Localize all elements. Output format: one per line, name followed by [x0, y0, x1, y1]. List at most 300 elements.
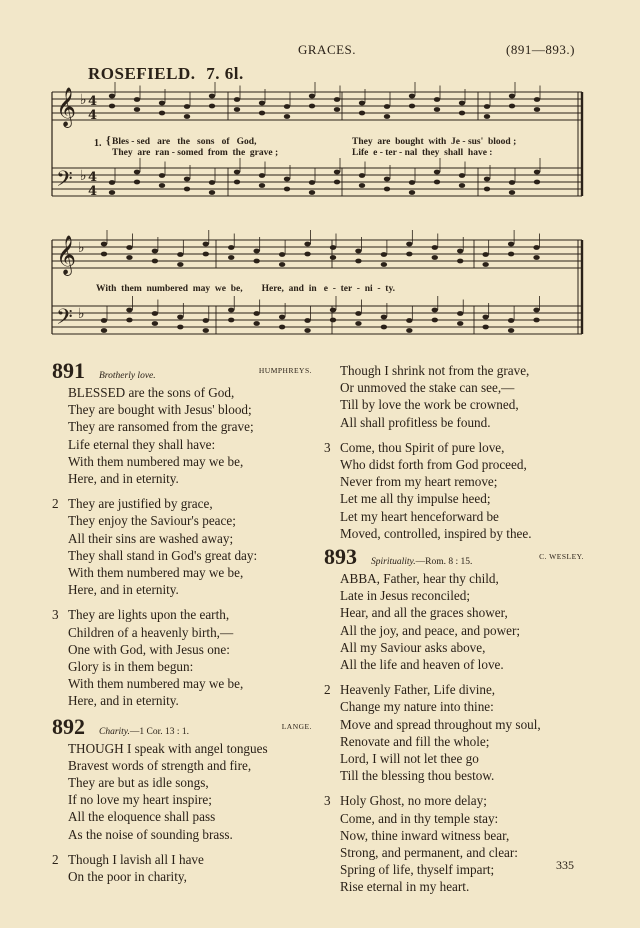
note-head — [334, 107, 340, 112]
hymn-reference: —1 Cor. 13 : 1. — [129, 726, 190, 737]
verse-line — [52, 436, 318, 453]
note-head — [457, 259, 463, 264]
verse-text: Children of a heavenly birth,— — [68, 624, 234, 640]
verse-text: Never from my heart remove; — [340, 474, 498, 490]
verse-line — [324, 508, 590, 525]
verse-text: All the life and heaven of love. — [340, 657, 504, 673]
left-column — [52, 358, 318, 885]
note-head — [126, 308, 132, 313]
note-head — [159, 173, 165, 178]
note-head — [209, 94, 215, 99]
note-head — [509, 94, 515, 99]
verse-text: They are lights upon the earth, — [68, 607, 230, 623]
note-head — [434, 97, 440, 102]
note-head — [534, 180, 540, 185]
note-head — [432, 245, 438, 250]
note-head — [284, 104, 290, 109]
stanza-number: 2 — [52, 851, 59, 867]
note-head — [209, 190, 215, 195]
verse-text: THOUGH I speak with angel tongues — [68, 740, 268, 756]
note-head — [101, 242, 107, 247]
note-head — [359, 183, 365, 188]
brace: { — [106, 133, 111, 147]
stanza — [52, 740, 318, 843]
verse-text: Move and spread throughout my soul, — [340, 716, 541, 732]
verse-text: Here, and in eternity. — [68, 471, 179, 487]
hymn-range: (891—893.) — [506, 42, 575, 57]
time-signature: 4 — [88, 94, 98, 109]
verse-line — [52, 757, 318, 774]
note-head — [234, 180, 240, 185]
note-head — [334, 170, 340, 175]
verse-line — [52, 658, 318, 675]
verse-line — [324, 750, 590, 767]
note-head — [309, 190, 315, 195]
verse-text: Let me all thy impulse heed; — [340, 491, 491, 507]
note-head — [134, 107, 140, 112]
verse-line — [52, 606, 318, 623]
flat-icon: ♭ — [78, 240, 85, 256]
note-head — [409, 180, 415, 185]
note-head — [533, 245, 539, 250]
verse-text: They shall stand in God's great day: — [68, 547, 258, 563]
note-head — [409, 94, 415, 99]
time-signature: 4 — [88, 184, 98, 199]
note-head — [126, 255, 132, 260]
verse-text: Lord, I will not let thee go — [340, 751, 479, 767]
note-head — [457, 311, 463, 316]
note-head — [457, 321, 463, 326]
verse-text: One with God, with Jesus one: — [68, 641, 230, 657]
note-head — [384, 187, 390, 192]
verse-line — [52, 675, 318, 692]
note-head — [384, 114, 390, 119]
verse-text: Though I lavish all I have — [68, 851, 204, 867]
note-head — [109, 94, 115, 99]
note-head — [533, 318, 539, 323]
note-head — [384, 104, 390, 109]
note-head — [508, 328, 514, 333]
note-head — [253, 311, 259, 316]
note-head — [355, 311, 361, 316]
note-head — [509, 180, 515, 185]
verse-line — [52, 868, 318, 885]
stanza — [324, 570, 590, 673]
note-head — [508, 252, 514, 257]
verse-text: They enjoy the Saviour's peace; — [68, 513, 236, 529]
verse-text: They are ransomed from the grave; — [68, 419, 254, 435]
note-head — [152, 321, 158, 326]
note-head — [259, 183, 265, 188]
note-head — [355, 249, 361, 254]
hymn-number: 893 — [324, 544, 357, 570]
verse-line — [52, 624, 318, 641]
note-head — [234, 107, 240, 112]
note-head — [482, 252, 488, 257]
note-head — [203, 242, 209, 247]
lyric-line-2a: They are bought with Je - sus' blood ; — [352, 137, 517, 147]
stanza-gap — [324, 784, 590, 792]
note-head — [126, 245, 132, 250]
treble-clef-icon: 𝄞 — [56, 235, 77, 275]
note-head — [228, 245, 234, 250]
verse-line — [324, 681, 590, 698]
note-head — [459, 111, 465, 116]
stanza-gap — [52, 487, 318, 495]
note-head — [384, 177, 390, 182]
verse-line — [324, 844, 590, 861]
lyric-line-2b: Life e - ter - nal they shall have : — [352, 148, 493, 158]
verse-text: Heavenly Father, Life divine, — [340, 682, 496, 698]
note-head — [109, 104, 115, 109]
hymn-header — [324, 544, 590, 570]
note-head — [228, 318, 234, 323]
verse-text: They are bought with Jesus' blood; — [68, 402, 252, 418]
note-head — [355, 321, 361, 326]
hymn-reference: —Rom. 8 : 15. — [415, 557, 473, 568]
verse-text: Renovate and fill the whole; — [340, 733, 490, 749]
note-head — [406, 242, 412, 247]
note-head — [184, 104, 190, 109]
hymn-header — [52, 358, 318, 384]
lyric-line-1b: They are ran - somed from the grave ; — [112, 148, 279, 158]
verse-line — [324, 810, 590, 827]
hymn-number: 892 — [52, 713, 85, 739]
note-head — [434, 107, 440, 112]
verse-text: Here, and in eternity. — [68, 693, 179, 709]
lyric-line-1a: Bles - sed are the sons of God, — [112, 137, 257, 147]
note-head — [134, 170, 140, 175]
verse-text: Glory is in them begun: — [68, 659, 194, 675]
note-head — [228, 308, 234, 313]
verse-line — [324, 792, 590, 809]
note-head — [381, 325, 387, 330]
verse-line — [324, 396, 590, 413]
note-head — [484, 114, 490, 119]
stanza — [324, 792, 590, 895]
tune-name-text: ROSEFIELD. — [88, 64, 196, 83]
verse-text: Come, thou Spirit of pure love, — [340, 439, 505, 455]
verse-text: All the eloquence shall pass — [68, 809, 216, 825]
note-head — [109, 190, 115, 195]
note-head — [228, 255, 234, 260]
verse-line — [324, 656, 590, 673]
note-head — [534, 97, 540, 102]
verse-text: Spring of life, thyself impart; — [340, 862, 495, 878]
note-head — [177, 252, 183, 257]
hymn-subtitle: Brotherly love. — [99, 371, 156, 381]
note-head — [406, 252, 412, 257]
note-head — [309, 104, 315, 109]
verse-text: Late in Jesus reconciled; — [340, 588, 470, 604]
stanza — [52, 851, 318, 885]
note-head — [459, 173, 465, 178]
verse-line — [324, 698, 590, 715]
note-head — [359, 111, 365, 116]
verse-line — [52, 401, 318, 418]
verse-line — [52, 808, 318, 825]
verse-line — [52, 774, 318, 791]
note-head — [432, 255, 438, 260]
note-head — [381, 252, 387, 257]
stanza-number: 3 — [324, 439, 331, 455]
stanza — [52, 495, 318, 598]
note-head — [253, 259, 259, 264]
note-head — [309, 94, 315, 99]
verse-text: If no love my heart inspire; — [68, 792, 212, 808]
verse-text: They are but as idle songs, — [68, 775, 209, 791]
stanza — [52, 606, 318, 709]
verse-text: On the poor in charity, — [68, 869, 187, 885]
verse-text: Hear, and all the graces shower, — [340, 605, 508, 621]
note-head — [101, 318, 107, 323]
note-head — [482, 325, 488, 330]
note-head — [101, 328, 107, 333]
note-head — [126, 318, 132, 323]
note-head — [304, 318, 310, 323]
bass-clef-icon: 𝄢 — [56, 167, 73, 197]
note-head — [279, 325, 285, 330]
verse-line — [324, 456, 590, 473]
note-head — [159, 101, 165, 106]
note-head — [177, 315, 183, 320]
verse-text: All my Saviour asks above, — [340, 639, 486, 655]
note-head — [259, 173, 265, 178]
verse-line — [324, 733, 590, 750]
note-head — [253, 249, 259, 254]
stanza-gap — [324, 673, 590, 681]
verse-line — [52, 641, 318, 658]
note-head — [509, 104, 515, 109]
note-head — [381, 262, 387, 267]
verse-line — [52, 495, 318, 512]
stanza-number: 3 — [52, 607, 59, 623]
stanza-number: 2 — [52, 496, 59, 512]
verse-text: Till by love the work be crowned, — [340, 397, 519, 413]
treble-clef-icon: 𝄞 — [56, 87, 77, 127]
note-head — [330, 245, 336, 250]
note-head — [184, 177, 190, 182]
verse-line — [324, 639, 590, 656]
note-head — [152, 311, 158, 316]
verse-text: ABBA, Father, hear thy child, — [340, 571, 499, 587]
note-head — [309, 180, 315, 185]
note-head — [534, 170, 540, 175]
note-head — [406, 328, 412, 333]
verse-number: 1. — [94, 138, 102, 149]
stanza — [324, 681, 590, 784]
verse-text: They are justified by grace, — [68, 496, 213, 512]
verse-line — [52, 826, 318, 843]
verse-text: As the noise of sounding brass. — [68, 826, 233, 842]
note-head — [509, 190, 515, 195]
right-column — [324, 362, 590, 896]
note-head — [330, 308, 336, 313]
stanza-gap — [52, 710, 318, 718]
verse-line — [52, 581, 318, 598]
note-head — [482, 262, 488, 267]
note-head — [279, 262, 285, 267]
note-head — [279, 252, 285, 257]
note-head — [409, 190, 415, 195]
hymn-composer: C. WESLEY. — [539, 552, 584, 562]
verse-text: Let my heart henceforward be — [340, 508, 499, 524]
verse-text: Bravest words of strength and fire, — [68, 757, 252, 773]
hymn-composer: LANGE. — [281, 721, 312, 731]
note-head — [534, 107, 540, 112]
bass-clef-icon: 𝄢 — [56, 305, 73, 335]
note-head — [203, 252, 209, 257]
hymn-subtitle: Charity. — [99, 726, 130, 737]
flat-icon: ♭ — [80, 168, 87, 184]
note-head — [484, 104, 490, 109]
verse-line — [324, 379, 590, 396]
note-head — [533, 308, 539, 313]
verse-text: Till the blessing thou bestow. — [340, 768, 495, 784]
note-head — [134, 97, 140, 102]
verse-line — [324, 716, 590, 733]
flat-icon: ♭ — [80, 92, 87, 108]
verse-line — [324, 827, 590, 844]
stanza-number: 3 — [324, 793, 331, 809]
verse-text: With them numbered may we be, — [68, 676, 244, 692]
note-head — [381, 315, 387, 320]
stanza-number: 2 — [324, 682, 331, 698]
note-head — [359, 173, 365, 178]
verse-line — [324, 587, 590, 604]
note-head — [203, 318, 209, 323]
note-head — [508, 242, 514, 247]
note-head — [434, 180, 440, 185]
note-head — [159, 111, 165, 116]
note-head — [334, 97, 340, 102]
verse-line — [324, 490, 590, 507]
verse-line — [324, 604, 590, 621]
stanza — [324, 439, 590, 542]
verse-line — [324, 439, 590, 456]
note-head — [209, 180, 215, 185]
note-head — [184, 187, 190, 192]
note-head — [177, 325, 183, 330]
verse-text: Come, and in thy temple stay: — [340, 810, 499, 826]
note-head — [279, 315, 285, 320]
time-signature: 4 — [88, 170, 98, 185]
note-head — [304, 252, 310, 257]
verse-line — [324, 861, 590, 878]
note-head — [304, 242, 310, 247]
note-head — [359, 101, 365, 106]
note-head — [259, 111, 265, 116]
verse-line — [52, 740, 318, 757]
verse-text: With them numbered may we be, — [68, 565, 244, 581]
note-head — [508, 318, 514, 323]
hymn-composer: HUMPHREYS. — [258, 366, 312, 375]
verse-text: Though I shrink not from the grave, — [340, 363, 530, 378]
note-head — [355, 259, 361, 264]
note-head — [253, 321, 259, 326]
verse-text: Moved, controlled, inspired by thee. — [340, 525, 532, 541]
verse-text: Now, thine inward witness bear, — [340, 827, 510, 843]
running-title: GRACES. — [298, 42, 357, 57]
note-head — [159, 183, 165, 188]
note-head — [459, 183, 465, 188]
note-head — [482, 315, 488, 320]
verse-line — [324, 878, 590, 895]
verse-line — [324, 414, 590, 431]
note-head — [432, 318, 438, 323]
note-head — [484, 187, 490, 192]
verse-line — [324, 767, 590, 784]
verse-line — [52, 547, 318, 564]
verse-text: Holy Ghost, no more delay; — [340, 793, 487, 809]
verse-text: All the joy, and peace, and power; — [340, 622, 521, 638]
time-signature: 4 — [88, 108, 98, 123]
verse-line — [52, 470, 318, 487]
lyric-line-3: With them numbered may we be, Here, and in e - ter - ni - ty. — [96, 284, 396, 294]
stanza-gap — [52, 598, 318, 606]
note-head — [304, 328, 310, 333]
note-head — [284, 187, 290, 192]
verse-line — [52, 384, 318, 401]
note-head — [259, 101, 265, 106]
stanza — [52, 384, 318, 487]
hymn-header — [52, 713, 318, 740]
note-head — [284, 114, 290, 119]
verse-text: All their sins are washed away; — [68, 530, 234, 546]
note-head — [109, 180, 115, 185]
verse-line — [324, 525, 590, 542]
note-head — [484, 177, 490, 182]
verse-line — [324, 473, 590, 490]
verse-text: Who didst forth from God proceed, — [340, 457, 527, 473]
verse-line — [324, 570, 590, 587]
verse-line — [52, 453, 318, 470]
stanza — [324, 362, 590, 431]
note-head — [203, 328, 209, 333]
verse-text: Change my nature into thine: — [340, 699, 494, 715]
note-head — [434, 170, 440, 175]
verse-line — [52, 564, 318, 581]
note-head — [177, 262, 183, 267]
verse-line — [324, 622, 590, 639]
note-head — [459, 101, 465, 106]
note-head — [284, 177, 290, 182]
verse-text: Rise eternal in my heart. — [340, 879, 470, 895]
note-head — [234, 170, 240, 175]
verse-line — [52, 692, 318, 709]
hymn-subtitle: Spirituality. — [371, 557, 416, 568]
verse-text: BLESSED are the sons of God, — [68, 385, 235, 400]
note-head — [152, 249, 158, 254]
note-head — [152, 259, 158, 264]
verse-text: Life eternal they shall have: — [68, 436, 216, 452]
note-head — [406, 318, 412, 323]
verse-text: Strong, and permanent, and clear: — [340, 845, 518, 861]
flat-icon: ♭ — [78, 306, 85, 322]
verse-line — [324, 362, 590, 379]
note-head — [209, 104, 215, 109]
verse-line — [52, 512, 318, 529]
stanza-gap — [52, 843, 318, 851]
verse-text: Here, and in eternity. — [68, 582, 179, 598]
verse-line — [52, 791, 318, 808]
note-head — [234, 97, 240, 102]
verse-line — [52, 418, 318, 435]
note-head — [409, 104, 415, 109]
tune-meter: 7. 6l. — [206, 64, 244, 83]
verse-text: All shall profitless be found. — [340, 414, 491, 430]
verse-text: Or unmoved the stake can see,— — [340, 380, 515, 396]
